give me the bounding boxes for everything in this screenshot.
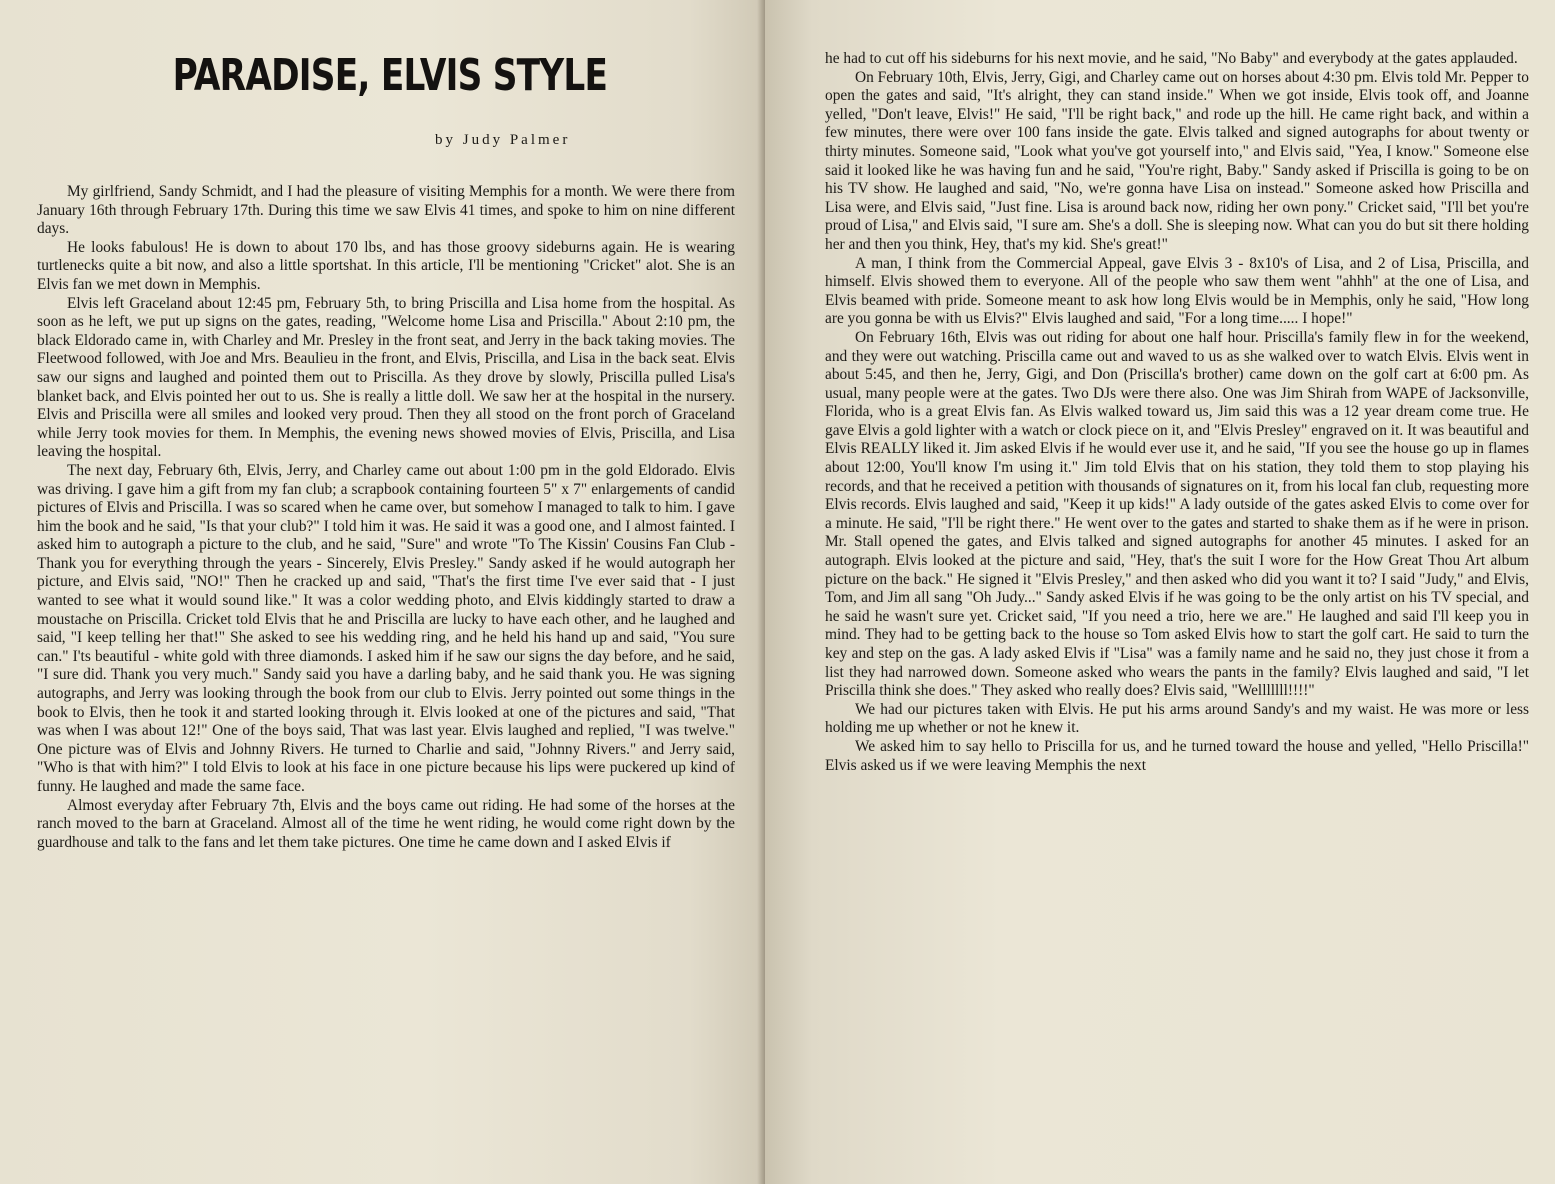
left-page-body <box>37 183 735 852</box>
article-byline: by Judy Palmer <box>435 132 571 148</box>
paragraph: On February 16th, Elvis was out riding for about one half hour. Priscilla's family flew in for the weekend, and they were out watching. Priscilla came out and waved to us as she walked over to watch Elvis. Elvis went in about 5:45, and then he, Jerry, Gigi, and Don (Priscilla's brother) came down on the golf cart at 6:00 pm. As usual, many people were at the gates. Two DJs were there also. One was Jim Shirah from WAPE of Jacksonville, Florida, who is a great Elvis fan. As Elvis walked toward us, Jim said this was a 12 year dream come true. He gave Elvis a gold lighter with a watch or clock piece on it, and "Elvis Presley" engraved on it. It was beautiful and Elvis REALLY liked it. Jim asked Elvis if he would ever use it, and he said, "If you see the house go up in flames about 12:00, You'll know I'm using it." Jim told Elvis that on his station, they told them to stop playing his records, and that he received a petition with thousands of signatures on it, from his local fan club, requesting more Elvis records. Elvis laughed and said, "Keep it up kids!" A lady outside of the gates asked Elvis to come over for a minute. He said, "I'll be right there." He went over to the gates and started to shake them as if he were in prison. Mr. Stall opened the gates, and Elvis talked and signed autographs for another 45 minutes. I asked for an autograph. Elvis looked at the picture and said, "Hey, that's the suit I wore for the How Great Thou Art album picture on the back." He signed it "Elvis Presley," and then asked who did you want it to? I said "Judy," and Elvis, Tom, and Jim all sang "Oh Judy..." Sandy asked Elvis if he was going to be the only artist on his TV special, and he said he wasn't sure yet. Cricket said, "If you need a trio, here we are." He laughed and said I'll keep you in mind. They had to be getting back to the house so Tom asked Elvis how to start the golf cart. He said to turn the key and step on the gas. A lady asked Elvis if "Lisa" was a family name and he said no, they just chose it from a list they had narrowed down. Someone asked who wears the pants in the family? Elvis laughed and said, "I let Priscilla think she does." They asked who really does? Elvis said, "Welllllll!!!!" <box>825 328 1529 700</box>
paragraph: A man, I think from the Commercial Appeal, gave Elvis 3 - 8x10's of Lisa, and 2 of Lisa, Priscilla, and himself. Elvis showed them to everyone. All of the people who saw them went "ahhh" at the one of Lisa, and Elvis beamed with pride. Someone meant to ask how long Elvis would be in Memphis, only he said, "How long are you gonna be with us Elvis?" Elvis laughed and said, "For a long time..... I hope!" <box>825 254 1529 328</box>
paragraph: He looks fabulous! He is down to about 170 lbs, and has those groovy sideburns again. He is wearing turtlenecks quite a bit now, and also a little sportshat. In this article, I'll be mentioning "Cricket" alot. She is an Elvis fan we met down in Memphis. <box>37 238 735 293</box>
paragraph: Almost everyday after February 7th, Elvis and the boys came out riding. He had some of the horses at the ranch moved to the barn at Graceland. Almost all of the time he went riding, he would come right down by the guardhouse and talk to the fans and let them take pictures. One time he came down and I asked Elvis if <box>37 796 735 851</box>
right-page-body <box>825 50 1529 775</box>
paragraph: We asked him to say hello to Priscilla for us, and he turned toward the house and yelled, "Hello Priscilla!" Elvis asked us if we were leaving Memphis the next <box>825 737 1529 774</box>
article-title: PARADISE, ELVIS STYLE <box>172 50 608 101</box>
paragraph: Elvis left Graceland about 12:45 pm, February 5th, to bring Priscilla and Lisa home from the hospital. As soon as he left, we put up signs on the gates, reading, "Welcome home Lisa and Priscilla." About 2:10 pm, the black Eldorado came in, with Charley and Mr. Presley in the front seat, and Jerry in the back taking movies. The Fleetwood followed, with Joe and Mrs. Beaulieu in the front, and Elvis, Priscilla, and Lisa in the back seat. Elvis saw our signs and laughed and pointed them out to Priscilla. As they drove by slowly, Priscilla pulled Lisa's blanket back, and Elvis pointed her out to us. She is really a little doll. We saw her at the hospital in the nursery. Elvis and Priscilla were all smiles and looked very proud. Then they all stood on the front porch of Graceland while Jerry took movies for them. In Memphis, the evening news showed movies of Elvis, Priscilla, and Lisa leaving the hospital. <box>37 294 735 461</box>
paragraph: My girlfriend, Sandy Schmidt, and I had the pleasure of visiting Memphis for a month. We were there from January 16th through February 17th. During this time we saw Elvis 41 times, and spoke to him on nine different days. <box>37 183 735 238</box>
paragraph: On February 10th, Elvis, Jerry, Gigi, and Charley came out on horses about 4:30 pm. Elvis told Mr. Pepper to open the gates and said, "It's alright, they can stand inside." When we got inside, Elvis took off, and Joanne yelled, "Don't leave, Elvis!" He said, "I'll be right back," and rode up the hill. He came right back, and within a few minutes, there were over 100 fans inside the gate. Elvis talked and signed autographs for about twenty or thirty minutes. Someone said, "Look what you've got yourself into," and Elvis said, "Yea, I know." Someone else said it looked like he was having fun and he said, "You're right, Baby." Sandy asked if Priscilla is going to be on his TV show. He laughed and said, "No, we're gonna have Lisa on instead." Someone asked how Priscilla and Lisa were, and Elvis said, "Just fine. Lisa is around back now, riding her own pony." Cricket said, "I'll bet you're proud of Lisa," and Elvis said, "I sure am. She's a doll. She is sleeping now. What can you do but sit there holding her and then you think, Hey, that's my kid. She's great!" <box>825 68 1529 253</box>
paragraph: The next day, February 6th, Elvis, Jerry, and Charley came out about 1:00 pm in the gold Eldorado. Elvis was driving. I gave him a gift from my fan club; a scrapbook containing fourteen 5" x 7" enlargements of candid pictures of Elvis and Priscilla. I was so scared when he came over, but somehow I managed to talk to him. I gave him the book and he said, "Is that your club?" I told him it was. He said it was a good one, and I almost fainted. I asked him to autograph a picture to the club, and he said, "Sure" and wrote "To The Kissin' Cousins Fan Club - Thank you for everything through the years - Sincerely, Elvis Presley." Sandy asked if he would autograph her picture, and Elvis said, "NO!" Then he cracked up and said, "That's the first time I've ever said that - I just wanted to see what it would sound like." It was a color wedding photo, and Elvis kiddingly started to draw a moustache on Priscilla. Cricket told Elvis that he and Priscilla are lucky to have each other, and he laughed and said, "I keep telling her that!" She asked to see his wedding ring, and he held his hand up and said, "You sure can." I'ts beautiful - white gold with three diamonds. I asked him if he saw our signs the day before, and he said, "I sure did. Thank you very much." Sandy said you have a darling baby, and he said thank you. He was signing autographs, and Jerry was looking through the book from our club to Elvis. Jerry pointed out some things in the book to Elvis, then he took it and started looking through it. Elvis looked at one of the pictures and said, "That was when I was about 12!" One of the boys said, That was last year. Elvis laughed and replied, "I was twelve." One picture was of Elvis and Johnny Rivers. He turned to Charlie and said, "Johnny Rivers." and Jerry said, "Who is that with him?" I told Elvis to look at his face in one picture because his lips were puckered up kind of funny. He laughed and made the same face. <box>37 461 735 795</box>
right-page <box>765 0 1555 1184</box>
left-page <box>0 0 765 1184</box>
paragraph: We had our pictures taken with Elvis. He put his arms around Sandy's and my waist. He was more or less holding me up whether or not he knew it. <box>825 700 1529 737</box>
paragraph: he had to cut off his sideburns for his next movie, and he said, "No Baby" and everybody at the gates applauded. <box>825 50 1518 67</box>
